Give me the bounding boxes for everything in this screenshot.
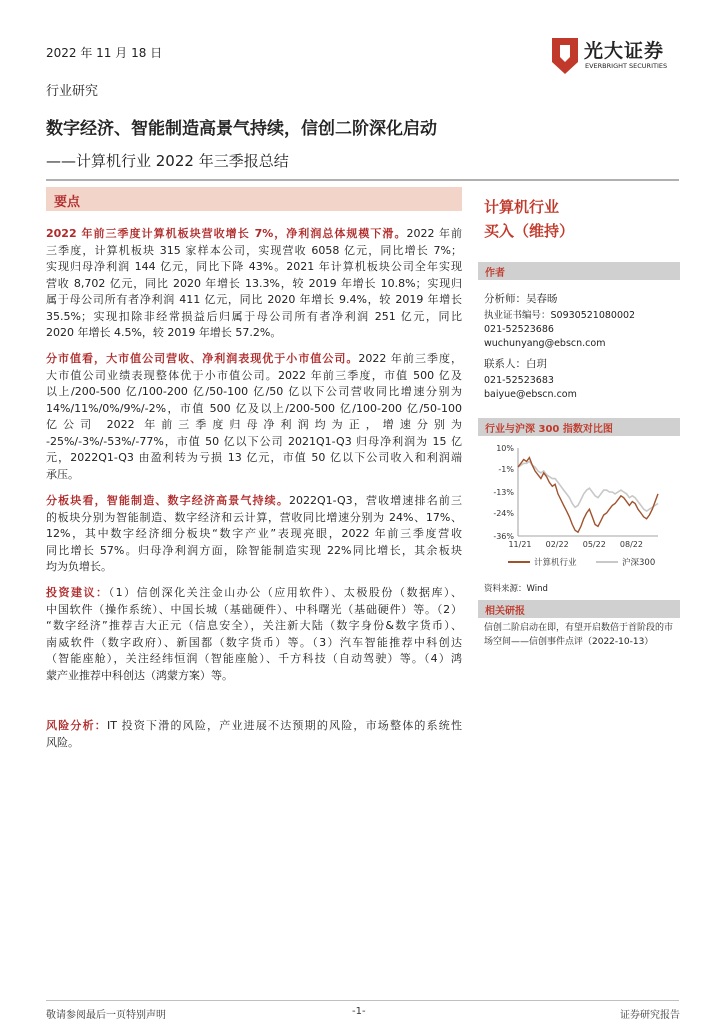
body-text: 大市值公司业绩表现整体优于小市值公司。2022 年前三季度，市值 500 亿及 xyxy=(46,368,462,382)
body-text: 2022 年前 xyxy=(406,227,462,240)
paragraph-line xyxy=(46,243,462,260)
body-text: 35.5%；实现扣除非经常损益后归属于母公司所有者净利润 251 亿元，同比 xyxy=(46,309,462,323)
x-tick-label: 05/22 xyxy=(582,540,606,549)
paragraph-line xyxy=(46,602,462,619)
body-text: 2022Q1-Q3，营收增速排名前三 xyxy=(288,494,463,507)
body-text: 2022 年前三季度， xyxy=(358,352,462,365)
paragraph-line xyxy=(46,309,462,326)
contact-email[interactable]: baiyue@ebscn.com xyxy=(484,389,577,400)
x-tick-label: 02/22 xyxy=(545,540,569,549)
analyst-name: 分析师：吴春旸 xyxy=(484,293,558,305)
related-report-line-1[interactable]: 信创二阶启动在即，有望开启数倍于首阶段的市 xyxy=(484,623,674,633)
logo-en-name: EVERBRIGHT SECURITIES xyxy=(585,62,668,70)
paragraph-line xyxy=(46,417,462,434)
analyst-cert: 执业证书编号：S0930521080002 xyxy=(484,310,636,321)
contact-name: 联系人：白玥 xyxy=(484,358,547,370)
y-tick-label: -36% xyxy=(493,532,514,541)
summary-paragraph-1 xyxy=(46,226,462,342)
series-line-industry xyxy=(518,458,658,533)
paragraph-line xyxy=(46,259,462,276)
highlight-text: 投资建议： xyxy=(46,586,109,599)
x-tick-label: 08/22 xyxy=(619,540,643,549)
paragraph-line xyxy=(46,585,462,602)
header-divider xyxy=(46,179,679,181)
body-text: “数字经济”推荐吉大正元（信息安全），关注新大陆（数字身份&数字货币）、 xyxy=(46,619,462,632)
logo-mark-icon xyxy=(548,36,582,76)
highlight-text: 2022 年前三季度计算机板块营收增长 7%，净利润总体规模下滑。 xyxy=(46,227,407,240)
page-number: -1- xyxy=(352,1006,366,1017)
paragraph-line xyxy=(46,325,462,342)
body-text: 中国软件（操作系统）、中国长城（基础硬件）、中科曙光（基础硬件）等。（2） xyxy=(46,602,462,616)
comparison-chart xyxy=(478,440,680,580)
footer-report-type: 证券研究报告 xyxy=(620,1010,680,1021)
body-text: 南威软件（数字政府）、新国都（数字货币）等。（3）汽车智能推荐中科创达 xyxy=(46,635,462,649)
body-text: 同比增长 57%。归母净利润方面，除智能制造实现 22%同比增长，其余板块 xyxy=(46,543,462,557)
author-section-label: 作者 xyxy=(485,268,505,279)
body-text: （1）信创深化关注金山办公（应用软件）、太极股份（数据库）、 xyxy=(108,586,463,599)
body-text: 风险。 xyxy=(46,735,79,749)
report-date: 2022 年 11 月 18 日 xyxy=(46,46,163,60)
paragraph-line xyxy=(46,510,462,527)
body-text: （智能座舱），关注经纬恒润（智能座舱）、千方科技（自动驾驶）等。（4）鸿 xyxy=(46,652,462,665)
summary-label: 要点 xyxy=(54,195,81,210)
report-category: 行业研究 xyxy=(46,84,99,99)
paragraph-line xyxy=(46,450,462,467)
paragraph-line xyxy=(46,651,462,668)
paragraph-line xyxy=(46,618,462,635)
paragraph-line xyxy=(46,735,462,752)
body-text: 实现归母净利润 144 亿元，同比下降 43%。2021 年计算机板块公司全年实现 xyxy=(46,260,462,273)
highlight-text: 风险分析： xyxy=(46,719,107,732)
footer-divider xyxy=(46,1000,679,1001)
paragraph-line xyxy=(46,526,462,543)
paragraph-line xyxy=(46,668,462,685)
related-report-line-2[interactable]: 场空间——信创事件点评（2022-10-13） xyxy=(484,637,654,647)
paragraph-line xyxy=(46,368,462,385)
paragraph-line xyxy=(46,434,462,451)
body-text: IT 投资下滑的风险，产业进展不达预期的风险，市场整体的系统性 xyxy=(107,719,462,732)
chart-section-label: 行业与沪深 300 指数对比图 xyxy=(485,424,613,435)
y-tick-label: -1% xyxy=(498,465,514,475)
highlight-text: 分市值看，大市值公司营收、净利润表现优于小市值公司。 xyxy=(46,352,359,365)
y-tick-label: -13% xyxy=(493,488,514,497)
investment-advice xyxy=(46,585,462,684)
y-tick-label: 10% xyxy=(496,444,514,453)
legend-label-index: 沪深300 xyxy=(622,558,656,568)
analyst-phone: 021-52523686 xyxy=(484,324,554,335)
body-text: 2020 年增长 4.5%，较 2019 年增长 57.2%。 xyxy=(46,326,282,339)
paragraph-line xyxy=(46,351,462,368)
paragraph-line xyxy=(46,401,462,418)
logo-name: 光大证券 xyxy=(584,40,665,62)
summary-paragraph-2 xyxy=(46,351,462,483)
risk-analysis xyxy=(46,718,462,751)
chart-source: 资料来源：Wind xyxy=(484,584,548,594)
body-text: 营收 8,702 亿元，同比 2020 年增长 13.3%，较 2019 年增长 10.8%；实现归 xyxy=(46,276,462,290)
paragraph-line xyxy=(46,467,462,484)
paragraph-line xyxy=(46,292,462,309)
author-section-bar xyxy=(478,262,680,280)
body-text: 的板块分别为智能制造、数字经济和云计算，营收同比增速分别为 24%、17%、 xyxy=(46,510,462,524)
report-title: 数字经济、智能制造高景气持续，信创二阶深化启动 xyxy=(46,119,437,139)
paragraph-line xyxy=(46,226,462,243)
y-tick-label: -24% xyxy=(493,509,514,519)
body-text: 三季度，计算机板块 315 家样本公司，实现营收 6058 亿元，同比增长 7%； xyxy=(46,243,462,257)
body-text: 元，2022Q1-Q3 由盈利转为亏损 13 亿元，市值 50 亿以下公司收入和利润端 xyxy=(46,451,462,464)
chart-section-bar xyxy=(478,418,680,436)
body-text: 以上/200-500 亿/100-200 亿/50-100 亿/50 亿以下公司营收同比增速分别为 xyxy=(46,385,462,398)
paragraph-line xyxy=(46,718,462,735)
report-subtitle: ——计算机行业 2022 年三季报总结 xyxy=(46,152,289,170)
body-text: -25%/-3%/-53%/-77%，市值 50 亿以下公司 2021Q1-Q3 归母净利润为 15 亿 xyxy=(46,434,462,448)
paragraph-line xyxy=(46,384,462,401)
body-text: 12%，其中数字经济细分板块“数字产业”表现亮眼，2022 年前三季度营收 xyxy=(46,527,462,540)
related-section-bar xyxy=(478,600,680,618)
analyst-email[interactable]: wuchunyang@ebscn.com xyxy=(484,338,606,349)
paragraph-line xyxy=(46,635,462,652)
brand-logo xyxy=(548,36,688,76)
footer-disclaimer: 敬请参阅最后一页特别声明 xyxy=(46,1010,166,1021)
rating: 买入（维持） xyxy=(484,222,575,240)
summary-paragraph-3 xyxy=(46,493,462,576)
body-text: 均为负增长。 xyxy=(46,560,112,573)
highlight-text: 分板块看，智能制造、数字经济高景气持续。 xyxy=(46,494,289,507)
paragraph-line xyxy=(46,276,462,293)
paragraph-line xyxy=(46,493,462,510)
series-line-index xyxy=(518,461,658,511)
body-text: 蒙产业推荐中科创达（鸿蒙方案）等。 xyxy=(46,668,233,682)
related-section-label: 相关研报 xyxy=(485,606,525,617)
body-text: 承压。 xyxy=(46,467,79,481)
legend-label-industry: 计算机行业 xyxy=(534,558,577,568)
body-text: 14%/11%/0%/9%/-2%，市值 500 亿及以上/200-500 亿/100-200 亿/50-100 xyxy=(46,401,462,415)
body-text: 亿公司 2022 年前三季度归母净利润均为正，增速分别为 xyxy=(46,418,462,431)
summary-band xyxy=(46,187,462,211)
contact-phone: 021-52523683 xyxy=(484,375,554,386)
industry-name: 计算机行业 xyxy=(484,198,560,216)
x-tick-label: 11/21 xyxy=(508,540,532,549)
body-text: 属于母公司所有者净利润 411 亿元，同比 2020 年增长 9.4%，较 2019 年增长 xyxy=(46,293,462,306)
paragraph-line xyxy=(46,559,462,576)
paragraph-line xyxy=(46,543,462,560)
